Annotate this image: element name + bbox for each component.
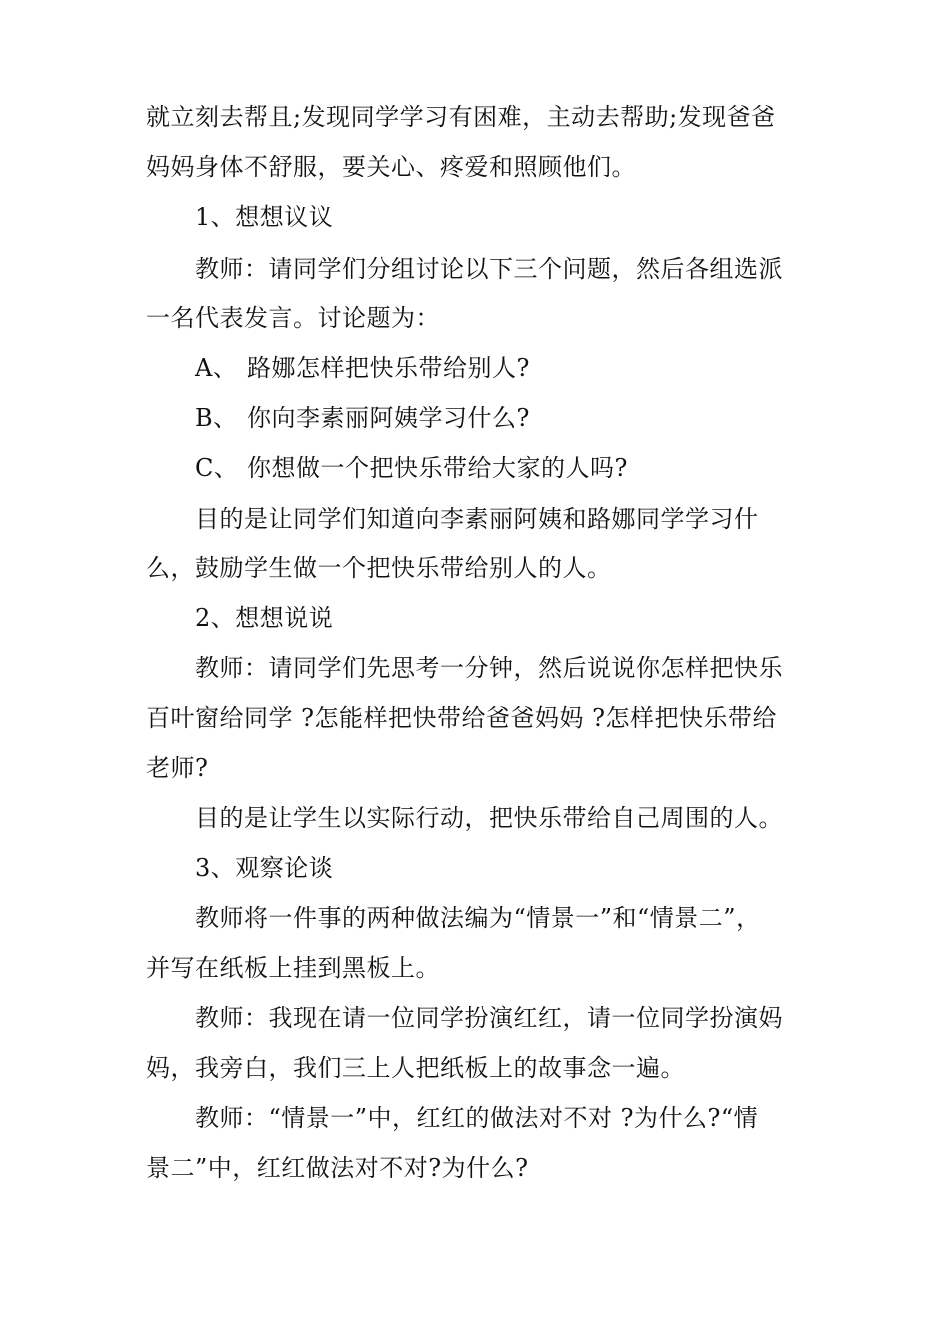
- section-heading: 2、想想说说: [195, 604, 334, 632]
- paragraph-line: 目的是让同学们知道向李素丽阿姨和路娜同学学习什: [195, 505, 759, 533]
- paragraph-line: 教师：我现在请一位同学扮演红红，请一位同学扮演妈: [195, 1004, 783, 1032]
- section-heading: 3、观察论谈: [195, 854, 334, 882]
- question-label: A、: [195, 354, 238, 382]
- paragraph-line: 妈，我旁白，我们三上人把纸板上的故事念一遍。: [146, 1054, 685, 1082]
- question-text: 路娜怎样把快乐带给别人?: [247, 354, 530, 382]
- question-item: [195, 453, 628, 483]
- question-label: B、: [195, 404, 238, 432]
- question-text: 你向李素丽阿姨学习什么?: [247, 404, 530, 432]
- paragraph-line: 百叶窗给同学 ?怎能样把快带给爸爸妈妈 ?怎样把快乐带给: [146, 704, 777, 732]
- paragraph-line: 一名代表发言。讨论题为：: [146, 304, 440, 332]
- paragraph-line: 教师：请同学们先思考一分钟，然后说说你怎样把快乐: [195, 654, 783, 682]
- paragraph-line: 景二”中，红红做法对不对?为什么?: [146, 1154, 529, 1182]
- paragraph-line: 教师将一件事的两种做法编为“情景一”和“情景二”，: [195, 904, 761, 932]
- paragraph-line: 老师?: [146, 754, 209, 782]
- paragraph-line: 就立刻去帮且;发现同学学习有困难，主动去帮助;发现爸爸: [146, 103, 776, 131]
- paragraph-line: 教师：请同学们分组讨论以下三个问题，然后各组选派: [195, 255, 783, 283]
- question-item: [195, 403, 530, 433]
- paragraph-line: 妈妈身体不舒服，要关心、疼爱和照顾他们。: [146, 153, 636, 181]
- section-heading: 1、想想议议: [195, 203, 334, 231]
- paragraph-line: 目的是让学生以实际行动，把快乐带给自己周围的人。: [195, 804, 783, 832]
- question-item: [195, 353, 530, 383]
- paragraph-line: 教师：“情景一”中，红红的做法对不对 ?为什么?“情: [195, 1104, 759, 1132]
- question-text: 你想做一个把快乐带给大家的人吗?: [247, 454, 628, 482]
- paragraph-line: 并写在纸板上挂到黑板上。: [146, 954, 440, 982]
- question-label: C、: [195, 454, 239, 482]
- paragraph-line: 么，鼓励学生做一个把快乐带给别人的人。: [146, 554, 612, 582]
